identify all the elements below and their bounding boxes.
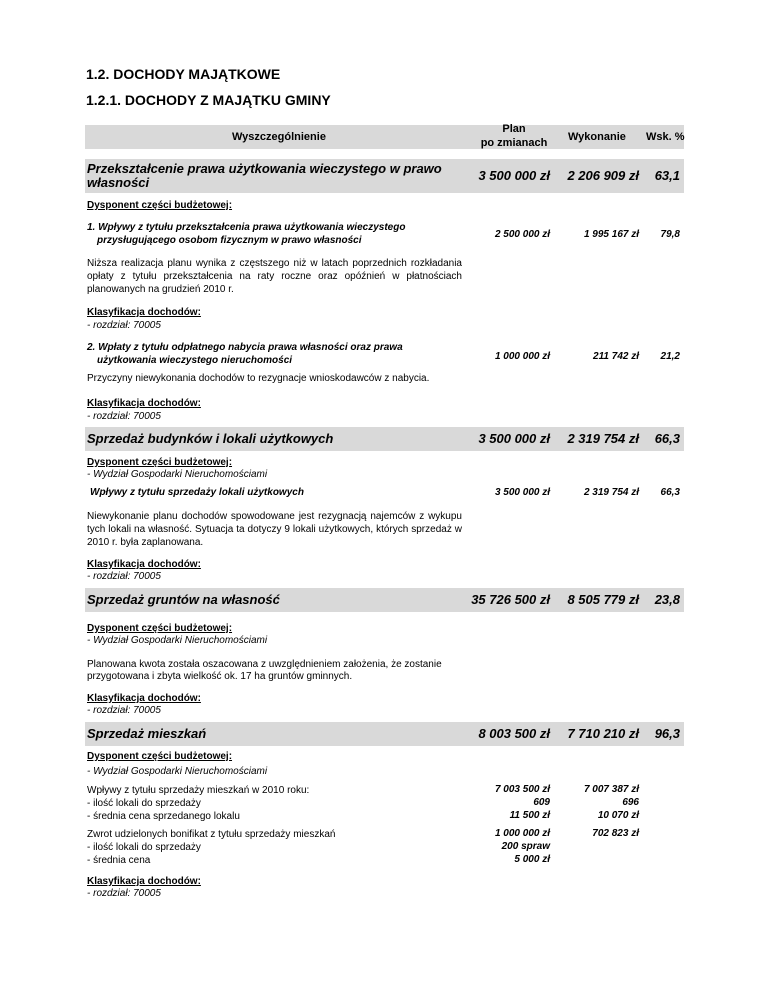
s1-klas1: Klasyfikacja dochodów:: [87, 307, 201, 318]
s4-plan: 8 003 500 zł: [478, 726, 550, 741]
header-wyszczegolnienie: Wyszczególnienie: [232, 131, 326, 143]
s1-item2-line2: użytkowania wieczystego nieruchomości: [97, 355, 293, 366]
section-title-grunty: Sprzedaż gruntów na własność: [87, 592, 280, 607]
s3-note-line1: Planowana kwota została oszacowana z uwzględnieniem założenia, że zostanie: [87, 659, 442, 670]
s4-b-exec1: 702 823 zł: [592, 828, 639, 839]
s2-exec: 2 319 754 zł: [567, 431, 639, 446]
s1-rozdz2: - rozdział: 70005: [87, 411, 161, 422]
s2-item-plan: 3 500 000 zł: [494, 487, 550, 498]
s4-a-plan1: 7 003 500 zł: [494, 784, 550, 795]
s1-item1-line1: 1. Wpływy z tytułu przekształcenia prawa użytkowania wieczystego: [87, 222, 406, 233]
subsection-title: 1.2.1. DOCHODY Z MAJĄTKU GMINY: [86, 92, 331, 108]
s4-b-line2: - ilość lokali do sprzedaży: [87, 842, 201, 853]
s4-a-exec1: 7 007 387 zł: [583, 784, 639, 795]
s2-item-pct: 66,3: [660, 487, 680, 498]
s3-wydzial: - Wydział Gospodarki Nieruchomościami: [87, 635, 268, 646]
s3-dysponent: Dysponent części budżetowej:: [87, 623, 233, 634]
header-plan-po-zmianach: po zmianach: [480, 137, 548, 149]
s1-item1-plan: 2 500 000 zł: [494, 229, 550, 240]
s3-exec: 8 505 779 zł: [567, 592, 639, 607]
s3-klas: Klasyfikacja dochodów:: [87, 693, 201, 704]
s2-item: Wpływy z tytułu sprzedaży lokali użytkowych: [90, 487, 304, 498]
s4-b-plan1: 1 000 000 zł: [494, 828, 550, 839]
s4-exec: 7 710 210 zł: [567, 726, 639, 741]
s2-pct: 66,3: [654, 431, 680, 446]
s3-plan: 35 726 500 zł: [471, 592, 550, 607]
s2-wydzial: - Wydział Gospodarki Nieruchomościami: [87, 469, 268, 480]
s4-a-line2: - ilość lokali do sprzedaży: [87, 798, 201, 809]
s4-b-plan3: 5 000 zł: [514, 854, 550, 865]
s1-note1: Niższa realizacja planu wynika z częstszego niż w latach poprzednich rozkładania opłaty z tytułu przekształcenia na raty roczne oraz opóźnień w płatnościach planowanych na grudzień 2010 r.: [87, 258, 462, 295]
s3-rozdz: - rozdział: 70005: [87, 705, 161, 716]
s4-a-exec3: 10 070 zł: [597, 810, 639, 821]
s1-item1-exec: 1 995 167 zł: [583, 229, 639, 240]
s1-item2-line1: 2. Wpłaty z tytułu odpłatnego nabycia prawa własności oraz prawa: [87, 342, 403, 353]
s4-a-plan2: 609: [533, 797, 550, 808]
s1-note2: Przyczyny niewykonania dochodów to rezygnacje wnioskodawców z nabycia.: [87, 373, 430, 384]
s2-item-exec: 2 319 754 zł: [583, 487, 639, 498]
section-title-budynki: Sprzedaż budynków i lokali użytkowych: [87, 431, 334, 446]
s4-a-exec2: 696: [622, 797, 639, 808]
s1-rozdz1: - rozdział: 70005: [87, 320, 161, 331]
section-title-przeksztalcenie: Przekształcenie prawa użytkowania wieczystego w prawo: [87, 161, 442, 176]
s4-b-plan2: 200 spraw: [501, 841, 550, 852]
s2-dysponent: Dysponent części budżetowej:: [87, 457, 233, 468]
s3-note-line2: przygotowana i zbyta wielkość ok. 17 ha gruntów gminnych.: [87, 671, 353, 682]
s4-klas: Klasyfikacja dochodów:: [87, 876, 201, 887]
s1-exec: 2 206 909 zł: [567, 168, 639, 183]
s4-rozdz: - rozdział: 70005: [87, 888, 161, 899]
s4-pct: 96,3: [654, 726, 680, 741]
s4-b-line3: - średnia cena: [87, 855, 151, 866]
s2-rozdz: - rozdział: 70005: [87, 571, 161, 582]
s1-item2-plan: 1 000 000 zł: [494, 351, 550, 362]
s1-plan: 3 500 000 zł: [478, 168, 550, 183]
s1-pct: 63,1: [654, 168, 680, 183]
header-plan: Plan: [502, 123, 526, 135]
s1-klas2: Klasyfikacja dochodów:: [87, 398, 201, 409]
s4-dysponent: Dysponent części budżetowej:: [87, 751, 233, 762]
s4-b-line1: Zwrot udzielonych bonifikat z tytułu sprzedaży mieszkań: [87, 829, 336, 840]
section-title-przeksztalcenie-2: własności: [87, 175, 150, 190]
header-wsk: Wsk. %: [646, 131, 685, 143]
s4-a-plan3: 11 500 zł: [509, 810, 550, 821]
s2-note: Niewykonanie planu dochodów spowodowane jest rezygnacją najemców z wykupu tych lokali na własność. Sytuacja ta dotyczy 9 lokali użytkowych, których sprzedaż w 2010 r. była zaplanowana.: [87, 511, 462, 548]
s1-item1-line2: przysługującego osobom fizycznym w prawo własności: [97, 235, 362, 246]
header-wykonanie: Wykonanie: [568, 131, 626, 143]
s2-klas: Klasyfikacja dochodów:: [87, 559, 201, 570]
s4-a-line3: - średnia cena sprzedanego lokalu: [87, 811, 240, 822]
s1-item2-pct: 21,2: [660, 351, 680, 362]
s1-item1-pct: 79,8: [660, 229, 680, 240]
section-title: 1.2. DOCHODY MAJĄTKOWE: [86, 66, 281, 82]
section-title-mieszkania: Sprzedaż mieszkań: [87, 726, 207, 741]
s3-pct: 23,8: [654, 592, 680, 607]
s4-wydzial: - Wydział Gospodarki Nieruchomościami: [87, 766, 268, 777]
s2-plan: 3 500 000 zł: [478, 431, 550, 446]
s1-item2-exec: 211 742 zł: [593, 351, 639, 362]
s1-dysponent: Dysponent części budżetowej:: [87, 200, 233, 211]
s4-a-line1: Wpływy z tytułu sprzedaży mieszkań w 2010 roku:: [87, 785, 310, 796]
